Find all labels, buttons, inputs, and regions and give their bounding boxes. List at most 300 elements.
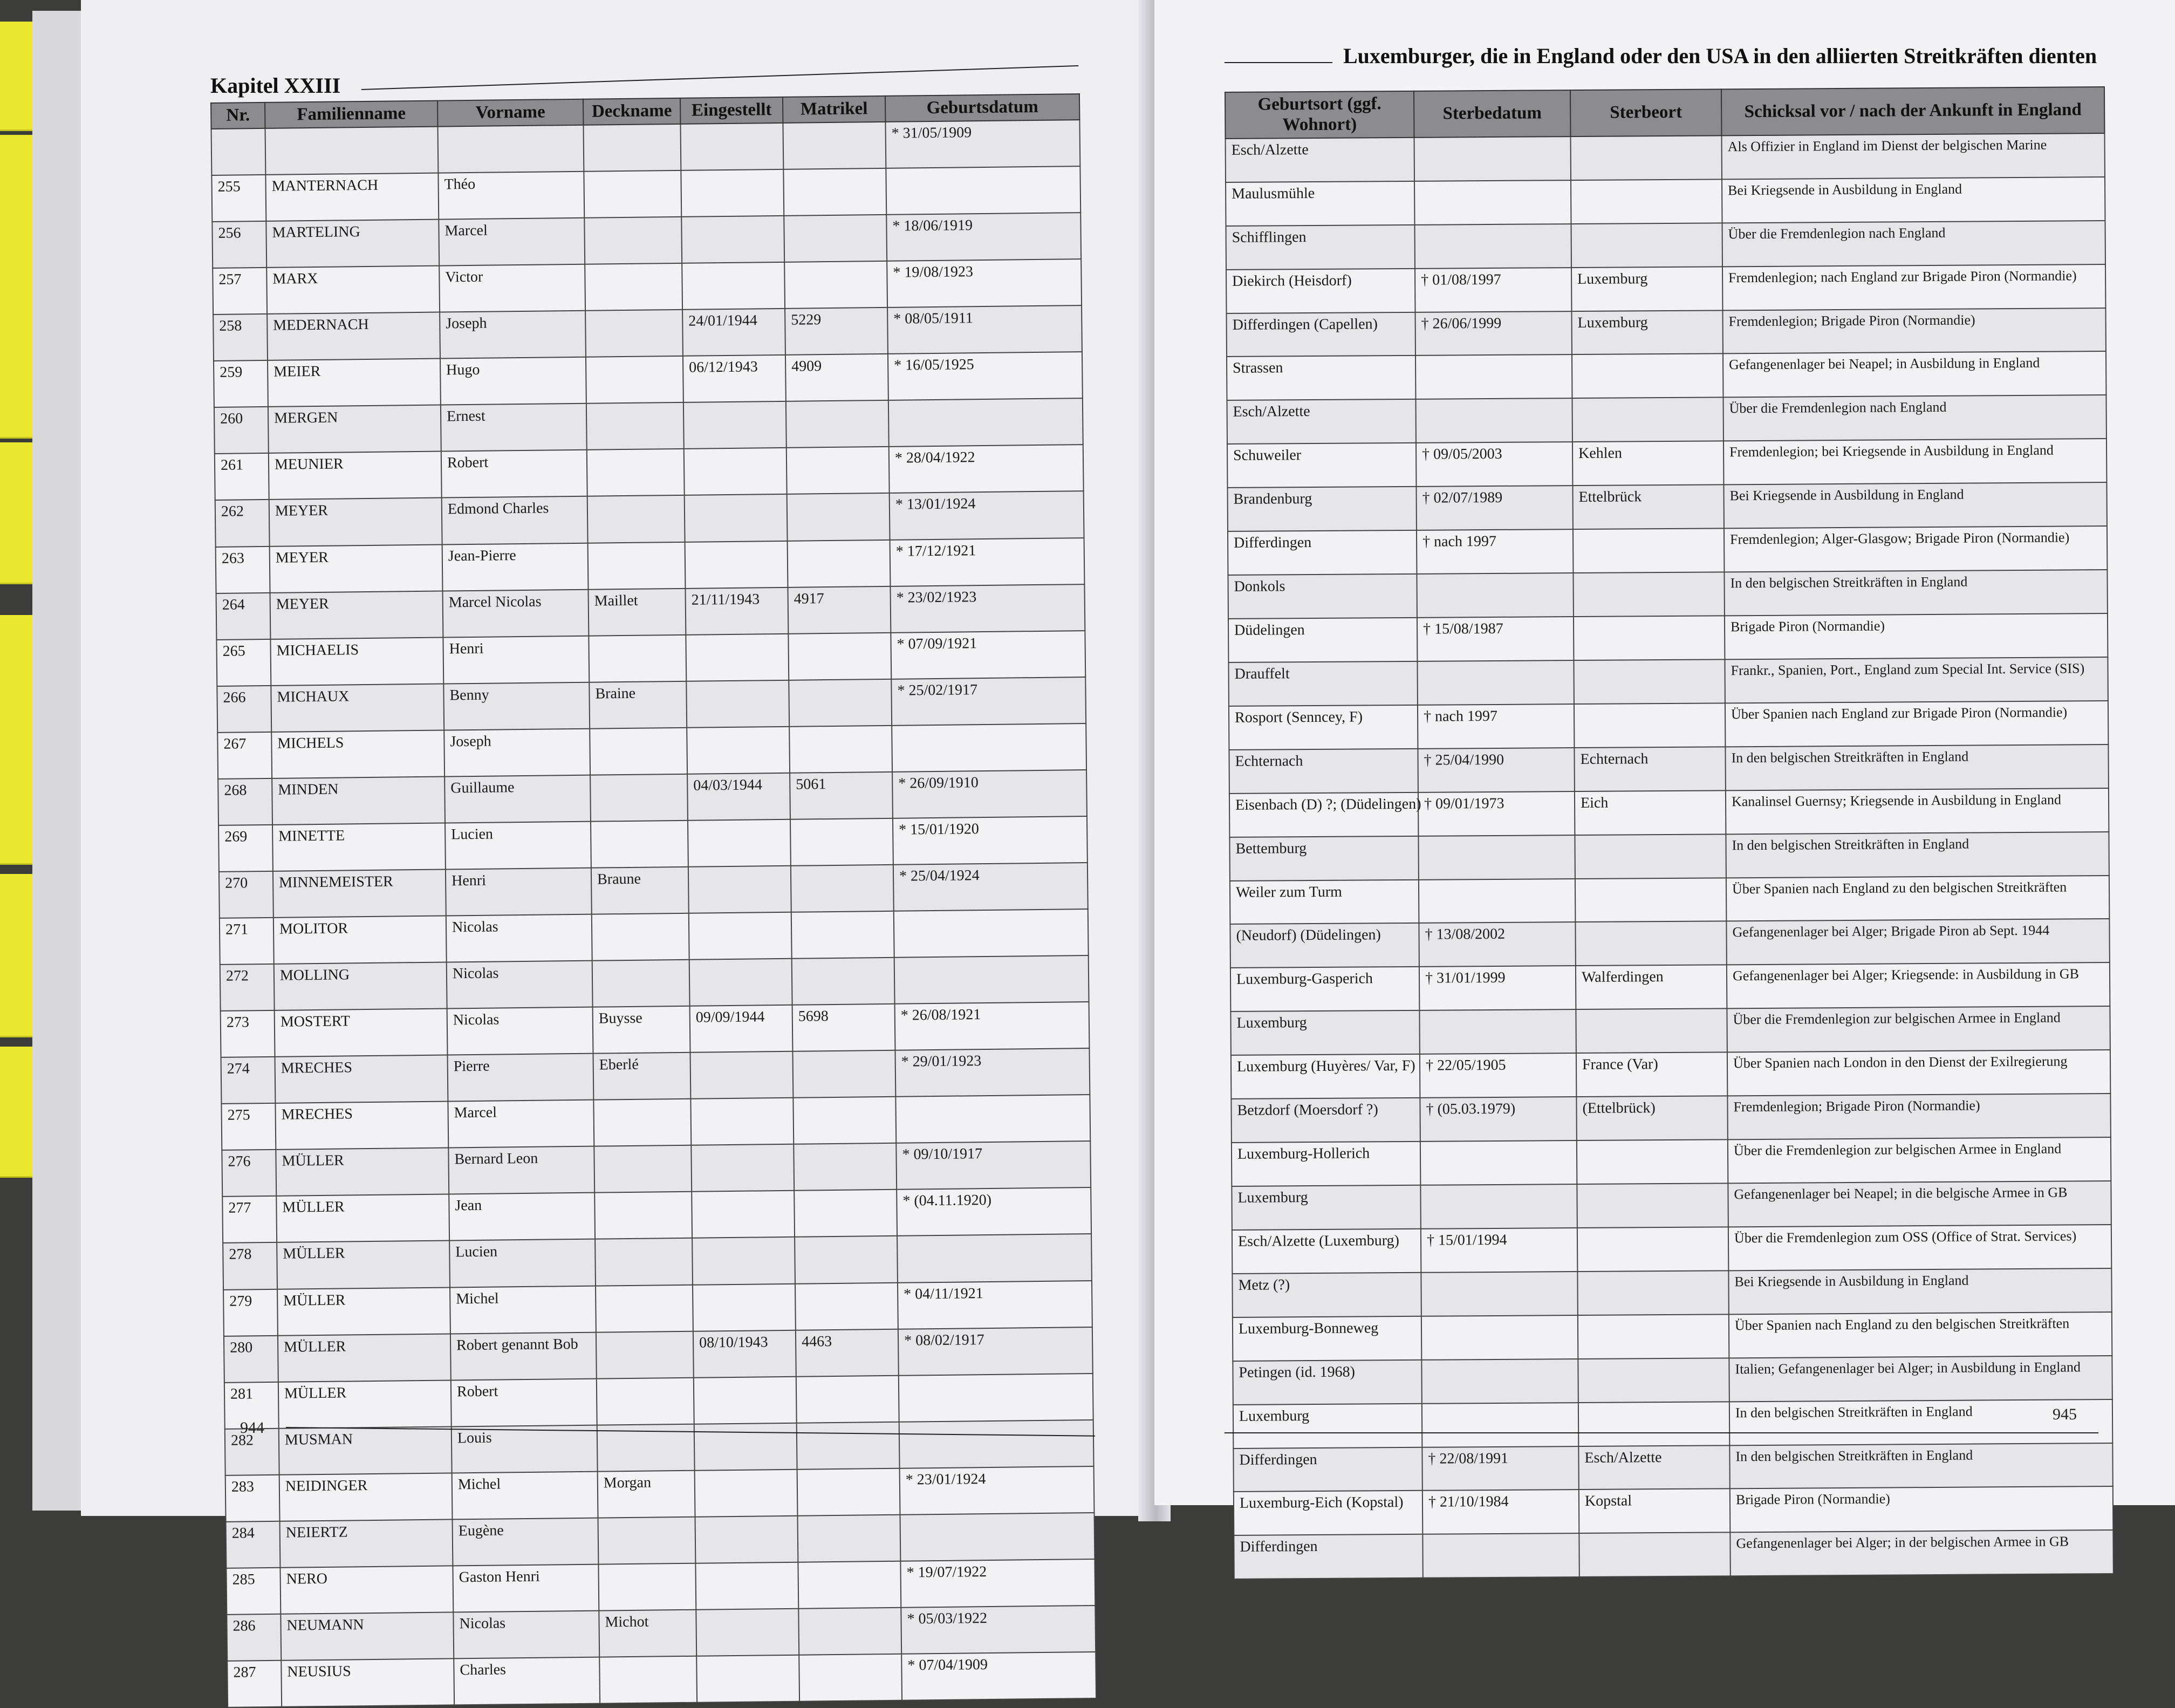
cell-vorname: Lucien (445, 822, 591, 870)
cell-geburtsdatum: * 26/09/1910 (892, 770, 1087, 818)
cell-deckname (594, 1192, 692, 1239)
cell-geburtsdatum (899, 1374, 1093, 1422)
cell-nr: 281 (224, 1382, 279, 1429)
cell-geburtsdatum: * 18/06/1919 (886, 213, 1081, 261)
cell-schicksal: Gefangenenlager bei Alger; Brigade Piron ab Sept. 1944 (1726, 919, 2109, 965)
cell-geburtsdatum: * 23/01/1924 (900, 1466, 1095, 1515)
cell-sterbeort (1571, 179, 1722, 224)
cell-sterbedatum: † 09/05/2003 (1416, 442, 1572, 487)
table-row (1227, 308, 2106, 357)
cell-matrikel (797, 1422, 900, 1469)
cell-nr: 273 (221, 1010, 275, 1057)
cell-ort: Luxemburg-Bonneweg (1233, 1316, 1421, 1361)
cell-eingestellt: 09/09/1944 (690, 1005, 793, 1053)
cell-schicksal: Bei Kriegsende in Ausbildung in England (1723, 482, 2106, 528)
cell-sterbeort: Eich (1575, 790, 1726, 835)
cell-geburtsdatum (897, 1234, 1092, 1282)
cell-familienname: MINNEMEISTER (273, 869, 446, 917)
cell-schicksal: Gefangenenlager bei Neapel; in Ausbildung in England (1723, 352, 2106, 398)
cell-matrikel (789, 726, 892, 773)
cell-familienname: MEDERNACH (267, 312, 440, 360)
cell-sterbeort (1578, 1402, 1729, 1446)
table-row (215, 445, 1084, 500)
table-row (1232, 1225, 2111, 1274)
table-row (1231, 1050, 2110, 1099)
cell-sterbeort (1577, 1139, 1728, 1184)
cell-sterbeort (1575, 834, 1726, 879)
cell-familienname: MOSTERT (275, 1009, 448, 1057)
column-header-geburtsdatum: Geburtsdatum (885, 94, 1079, 122)
cell-sterbedatum: † 13/08/2002 (1419, 923, 1575, 967)
table-row (220, 955, 1089, 1011)
cell-deckname (589, 634, 686, 682)
cell-sterbeort (1575, 921, 1726, 966)
cell-familienname: MÜLLER (278, 1334, 451, 1382)
cell-vorname: Jean (449, 1193, 595, 1241)
cell-sterbedatum (1415, 355, 1572, 400)
cell-geburtsdatum: * 07/04/1909 (901, 1652, 1096, 1700)
cell-deckname (596, 1285, 693, 1332)
cell-deckname (590, 774, 688, 822)
cell-matrikel (797, 1515, 900, 1562)
cell-ort: Differdingen (1234, 1534, 1422, 1579)
cell-schicksal: Fremdenlegion; Brigade Piron (Normandie) (1722, 308, 2105, 354)
table-row (217, 723, 1086, 779)
cell-matrikel (798, 1561, 901, 1609)
cell-sterbeort (1571, 135, 1722, 180)
cell-deckname: Braune (591, 867, 689, 914)
page-number-left: 944 (240, 1419, 264, 1437)
table-row (213, 305, 1082, 361)
cell-eingestellt (690, 1051, 793, 1099)
table-row (1228, 570, 2107, 619)
table-row (223, 1281, 1092, 1336)
cell-eingestellt (695, 1516, 798, 1563)
table-row (1230, 1006, 2110, 1055)
cell-eingestellt (684, 448, 787, 495)
cell-eingestellt (683, 401, 786, 449)
cell-sterbedatum: † 02/07/1989 (1416, 486, 1572, 530)
table-row (1231, 1094, 2110, 1143)
cell-geburtsdatum: * 28/04/1922 (889, 445, 1084, 493)
table-row (1226, 177, 2105, 226)
cell-deckname: Michot (599, 1610, 696, 1657)
cell-geburtsdatum (892, 723, 1086, 772)
cell-familienname: MOLLING (274, 962, 447, 1010)
cell-schicksal: Über Spanien nach England zu den belgischen Streitkräften (1726, 876, 2109, 921)
cell-nr: 286 (227, 1614, 281, 1661)
cell-deckname (599, 1656, 697, 1704)
cell-sterbedatum: † nach 1997 (1418, 704, 1574, 749)
cell-deckname (594, 1145, 692, 1193)
cell-schicksal: Gefangenenlager bei Alger; in der belgischen Armee in GB (1730, 1530, 2113, 1576)
cell-geburtsdatum: * 26/08/1921 (895, 1002, 1090, 1050)
cell-sterbedatum (1419, 1009, 1576, 1054)
cell-schicksal: In den belgischen Streitkräften in England (1729, 1399, 2112, 1445)
cell-ort: Echternach (1229, 749, 1418, 794)
cell-geburtsdatum: * 29/01/1923 (895, 1048, 1090, 1097)
cell-schicksal: Brigade Piron (Normandie) (1725, 613, 2108, 659)
table-row (1233, 1399, 2112, 1449)
cell-sterbedatum: † 15/01/1994 (1421, 1228, 1577, 1273)
cell-eingestellt (696, 1655, 799, 1703)
cell-matrikel (795, 1236, 898, 1283)
cell-nr: 277 (222, 1196, 277, 1243)
cell-vorname: Benny (443, 682, 590, 730)
cell-schicksal: Über die Fremdenlegion zur belgischen Armee in England (1727, 1006, 2110, 1052)
cell-matrikel (792, 958, 895, 1005)
cell-familienname: MINETTE (272, 823, 446, 871)
cell-familienname: NEUMANN (281, 1612, 454, 1660)
cell-sterbedatum (1420, 1140, 1577, 1185)
cell-vorname: Pierre (448, 1054, 594, 1102)
cell-deckname (598, 1563, 696, 1611)
cell-sterbeort (1579, 1533, 1730, 1577)
cell-eingestellt (696, 1609, 799, 1656)
cell-familienname: MRECHES (275, 1055, 448, 1103)
cell-vorname: Lucien (449, 1239, 596, 1287)
column-header-sterbedatum: Sterbedatum (1414, 90, 1571, 138)
cell-nr: 275 (221, 1103, 276, 1150)
cell-matrikel (791, 911, 894, 959)
cell-geburtsdatum: * 05/03/1922 (901, 1605, 1096, 1654)
cell-schicksal: Gefangenenlager bei Alger; Kriegsende: in Ausbildung in GB (1727, 962, 2110, 1008)
cell-familienname: MÜLLER (276, 1194, 449, 1242)
cell-nr: 282 (225, 1428, 279, 1475)
table-row (1229, 788, 2109, 837)
cell-nr: 264 (216, 592, 271, 639)
cell-sterbeort (1575, 878, 1726, 923)
cell-sterbedatum (1421, 1272, 1577, 1316)
cell-nr: 266 (217, 686, 271, 733)
table-row (217, 677, 1086, 733)
cell-familienname: MOLITOR (273, 916, 447, 964)
cell-geburtsdatum (886, 166, 1080, 215)
cell-familienname: MÜLLER (277, 1241, 450, 1289)
cell-vorname: Joseph (444, 728, 590, 776)
table-row (1232, 1268, 2111, 1317)
table-header-row (1225, 87, 2104, 139)
cell-schicksal: In den belgischen Streitkräften in England (1729, 1443, 2112, 1489)
cell-deckname (585, 310, 683, 357)
cell-matrikel (796, 1375, 899, 1423)
cell-sterbedatum: † 22/05/1905 (1420, 1053, 1576, 1098)
cell-geburtsdatum: * 08/02/1917 (898, 1327, 1093, 1376)
cell-ort: Luxemburg-Gasperich (1230, 967, 1419, 1012)
table-row (1233, 1312, 2112, 1361)
table-row (1227, 395, 2106, 444)
cell-vorname: Théo (438, 172, 584, 220)
cell-familienname: NEIERTZ (280, 1519, 453, 1567)
cell-geburtsdatum: * 25/04/1924 (893, 863, 1088, 911)
cell-geburtsdatum: * 23/02/1923 (890, 584, 1085, 633)
cell-nr: 255 (211, 175, 266, 222)
cell-nr (211, 128, 266, 175)
cell-eingestellt (692, 1237, 795, 1285)
cell-eingestellt (689, 959, 792, 1006)
cell-schicksal: Fremdenlegion; Brigade Piron (Normandie) (1727, 1094, 2110, 1139)
cell-sterbedatum (1422, 1533, 1579, 1578)
table-row (221, 1002, 1090, 1057)
table-row (220, 909, 1089, 965)
cell-schicksal: Über die Fremdenlegion zur belgischen Armee in England (1728, 1137, 2111, 1183)
table-row (1233, 1356, 2112, 1405)
cell-deckname (586, 356, 683, 404)
cell-eingestellt (688, 819, 791, 867)
cell-familienname: MEYER (270, 544, 443, 592)
table-row (1228, 526, 2107, 575)
cell-deckname: Eberlé (593, 1053, 690, 1100)
cell-eingestellt (687, 727, 790, 774)
cell-sterbeort: Echternach (1574, 747, 1725, 791)
cell-deckname (584, 217, 682, 264)
cell-ort: Luxemburg (1230, 1010, 1419, 1055)
table-row (1232, 1181, 2111, 1230)
cell-ort: Differdingen (Capellen) (1227, 312, 1415, 357)
cell-geburtsdatum: * 04/11/1921 (898, 1281, 1092, 1329)
cell-ort: Donkols (1228, 574, 1417, 619)
cell-familienname: NEUSIUS (281, 1658, 454, 1706)
cell-ort: Weiler zum Turm (1230, 879, 1419, 924)
cell-geburtsdatum (894, 909, 1089, 958)
cell-eingestellt (681, 216, 784, 263)
cell-sterbeort (1578, 1314, 1729, 1359)
cell-ort: Strassen (1227, 356, 1415, 400)
cell-vorname: Marcel (439, 218, 585, 266)
cell-sterbedatum (1417, 660, 1574, 705)
cell-vorname: Eugène (453, 1518, 599, 1566)
cell-geburtsdatum (900, 1513, 1095, 1561)
cell-nr: 261 (215, 453, 269, 500)
cell-sterbedatum: † 31/01/1999 (1419, 966, 1576, 1010)
cell-familienname: MICHELS (271, 730, 444, 778)
table-row (219, 863, 1088, 918)
cell-sterbedatum: † 25/04/1990 (1418, 748, 1574, 792)
cell-eingestellt (688, 866, 791, 913)
cell-ort: Rosport (Senncey, F) (1229, 705, 1418, 750)
cell-schicksal: Über Spanien nach London in den Dienst der Exilregierung (1727, 1050, 2110, 1096)
cell-nr: 263 (216, 546, 270, 593)
cell-ort: Maulusmühle (1226, 181, 1414, 226)
table-row (218, 816, 1088, 872)
cell-sterbeort: France (Var) (1576, 1053, 1727, 1097)
cell-nr: 280 (224, 1335, 278, 1382)
table-row (1227, 482, 2106, 531)
cell-vorname: Henri (446, 868, 592, 916)
cell-familienname: MRECHES (275, 1102, 448, 1150)
cell-eingestellt (685, 541, 788, 588)
table-row (214, 398, 1083, 454)
cell-geburtsdatum: * 13/01/1924 (890, 491, 1084, 540)
cell-sterbeort (1577, 1183, 1728, 1228)
column-header-sterbeort: Sterbeort (1570, 89, 1722, 136)
table-row (1234, 1486, 2113, 1535)
cell-matrikel (787, 493, 890, 541)
cell-familienname: MERGEN (268, 405, 441, 453)
cell-schicksal: In den belgischen Streitkräften in England (1725, 744, 2108, 790)
table-row (213, 259, 1082, 315)
header-rule (361, 65, 1078, 90)
cell-ort: Differdingen (1233, 1447, 1422, 1492)
cell-matrikel (783, 168, 886, 216)
table-row (216, 538, 1085, 593)
cell-schicksal: Über die Fremdenlegion zum OSS (Office of Strat. Services) (1728, 1225, 2111, 1270)
cell-ort: Drauffelt (1228, 661, 1417, 706)
cell-eingestellt (682, 262, 785, 310)
cell-schicksal: Bei Kriegsende in Ausbildung in England (1722, 177, 2105, 223)
cell-deckname (590, 728, 687, 775)
cell-geburtsdatum: * 15/01/1920 (893, 816, 1088, 865)
cell-geburtsdatum: * 17/12/1921 (890, 538, 1085, 586)
cell-sterbeort: Ettelbrück (1572, 485, 1723, 530)
cell-deckname: Buysse (593, 1006, 690, 1054)
table-row (1229, 832, 2109, 881)
cell-eingestellt (686, 680, 789, 728)
cell-sterbedatum (1420, 1184, 1577, 1229)
cell-nr: 269 (218, 825, 273, 872)
cell-schicksal: Fremdenlegion; nach England zur Brigade Piron (Normandie) (1722, 264, 2105, 310)
cell-deckname (585, 263, 682, 311)
cell-deckname (591, 821, 688, 868)
cell-vorname: Nicolas (453, 1611, 599, 1659)
table-row (212, 213, 1081, 268)
cell-vorname: Guillaume (444, 775, 591, 823)
cell-eingestellt: 21/11/1943 (685, 587, 788, 634)
cell-geburtsdatum: * 31/05/1909 (885, 120, 1080, 168)
chapter-title: Kapitel XXIII (210, 73, 341, 98)
cell-vorname: Louis (452, 1425, 598, 1473)
cell-vorname: Nicolas (447, 961, 593, 1009)
cell-familienname: MEYER (270, 591, 443, 639)
cell-vorname: Edmond Charles (442, 496, 588, 544)
cell-familienname: MÜLLER (276, 1148, 449, 1196)
cell-vorname: Joseph (440, 311, 586, 359)
cell-sterbeort (1578, 1358, 1729, 1403)
table-row (1227, 352, 2106, 401)
cell-sterbedatum (1417, 573, 1573, 618)
cell-eingestellt (695, 1562, 798, 1610)
cell-sterbedatum (1414, 180, 1571, 225)
cell-sterbeort (1572, 398, 1723, 442)
cell-nr: 283 (225, 1475, 280, 1522)
cell-deckname: Maillet (588, 588, 686, 636)
fate-table (1225, 86, 2114, 1580)
cell-vorname: Marcel (448, 1100, 594, 1148)
cell-matrikel (786, 400, 889, 448)
cell-sterbedatum (1421, 1315, 1578, 1360)
cell-deckname (584, 170, 681, 218)
cell-schicksal: In den belgischen Streitkräften in England (1726, 832, 2109, 878)
cell-familienname (265, 127, 439, 175)
cell-geburtsdatum (895, 1095, 1090, 1143)
cell-ort: Metz (?) (1232, 1273, 1421, 1317)
table-row (226, 1513, 1095, 1568)
cell-eingestellt (686, 633, 789, 681)
cell-sterbedatum (1415, 398, 1572, 443)
table-row (1230, 876, 2109, 925)
cell-ort: Betzdorf (Moersdorf ?) (1231, 1098, 1420, 1143)
cell-sterbeort (1574, 616, 1725, 660)
cell-schicksal: Fremdenlegion; Alger-Glasgow; Brigade Piron (Normandie) (1724, 526, 2107, 572)
cell-geburtsdatum (894, 955, 1089, 1004)
table-row (1228, 657, 2108, 706)
cell-matrikel (783, 122, 886, 169)
cell-schicksal: Bei Kriegsende in Ausbildung in England (1728, 1268, 2111, 1314)
cell-eingestellt (681, 169, 784, 217)
cell-vorname: Gaston Henri (453, 1564, 599, 1612)
cell-geburtsdatum: * 25/02/1917 (891, 677, 1086, 726)
cell-familienname: MÜLLER (278, 1380, 452, 1428)
header-rule (1225, 62, 1332, 63)
cell-familienname: MEIER (268, 359, 441, 407)
cell-ort: Luxemburg-Hollerich (1232, 1142, 1420, 1186)
table-row (226, 1559, 1095, 1615)
cell-geburtsdatum: * 19/07/1922 (900, 1559, 1095, 1608)
cell-sterbedatum: † nach 1997 (1417, 529, 1573, 574)
cell-sterbedatum: † 26/06/1999 (1415, 311, 1572, 356)
cell-deckname (592, 960, 690, 1007)
cell-sterbeort (1571, 223, 1722, 268)
cell-schicksal: Über Spanien nach England zu den belgischen Streitkräften (1729, 1312, 2112, 1358)
cell-sterbedatum (1415, 224, 1571, 269)
cell-schicksal: Fremdenlegion; bei Kriegsende in Ausbildung in England (1723, 439, 2106, 484)
cell-vorname: Robert (441, 450, 587, 498)
cell-nr: 262 (215, 500, 270, 546)
cell-deckname (583, 124, 681, 172)
table-row (224, 1327, 1093, 1383)
table-row (1226, 264, 2105, 313)
cell-nr: 258 (213, 314, 268, 361)
cell-sterbeort: Luxemburg (1571, 267, 1722, 311)
cell-sterbeort: Kehlen (1572, 441, 1723, 486)
cell-deckname (597, 1377, 694, 1425)
table-row (221, 1095, 1090, 1150)
column-header-deckname: Deckname (583, 98, 680, 125)
cell-eingestellt (689, 912, 792, 960)
cell-vorname: Charles (454, 1657, 600, 1705)
table-row (222, 1141, 1091, 1197)
cell-familienname: MICHAUX (271, 684, 444, 732)
cell-vorname: Michel (452, 1471, 598, 1519)
running-header: Luxemburger, die in England oder den USA in den alliierten Streitkräften dienten (1343, 44, 2097, 68)
column-header-nr: Nr. (211, 103, 265, 129)
cell-matrikel (797, 1468, 900, 1516)
page-number-right: 945 (2053, 1405, 2077, 1423)
cell-matrikel (799, 1654, 902, 1702)
cell-eingestellt: 06/12/1943 (683, 355, 786, 402)
cell-familienname: MINDEN (272, 776, 445, 824)
cell-matrikel (798, 1608, 901, 1655)
cell-nr: 259 (214, 360, 268, 407)
cell-matrikel (795, 1282, 898, 1330)
cell-sterbedatum (1421, 1359, 1578, 1404)
cell-vorname: Hugo (440, 357, 586, 405)
cell-matrikel: 4463 (796, 1329, 899, 1376)
cell-familienname: MARTELING (266, 220, 439, 268)
cell-nr: 276 (222, 1150, 276, 1197)
cell-eingestellt: 24/01/1944 (682, 309, 785, 356)
cell-eingestellt (694, 1423, 797, 1470)
cell-ort: Schifflingen (1226, 225, 1415, 270)
cell-schicksal: Über Spanien nach England zur Brigade Piron (Normandie) (1725, 701, 2108, 747)
column-header-familienname: Familienname (265, 101, 437, 128)
cell-geburtsdatum: * 09/10/1917 (896, 1141, 1091, 1190)
cell-vorname: Nicolas (447, 1007, 593, 1055)
cell-ort: (Neudorf) (Düdelingen) (1230, 923, 1419, 968)
cell-sterbeort (1577, 1270, 1728, 1315)
cell-schicksal: Gefangenenlager bei Neapel; in die belgische Armee in GB (1728, 1181, 2111, 1227)
cell-sterbedatum: † (05.03.1979) (1420, 1097, 1576, 1142)
